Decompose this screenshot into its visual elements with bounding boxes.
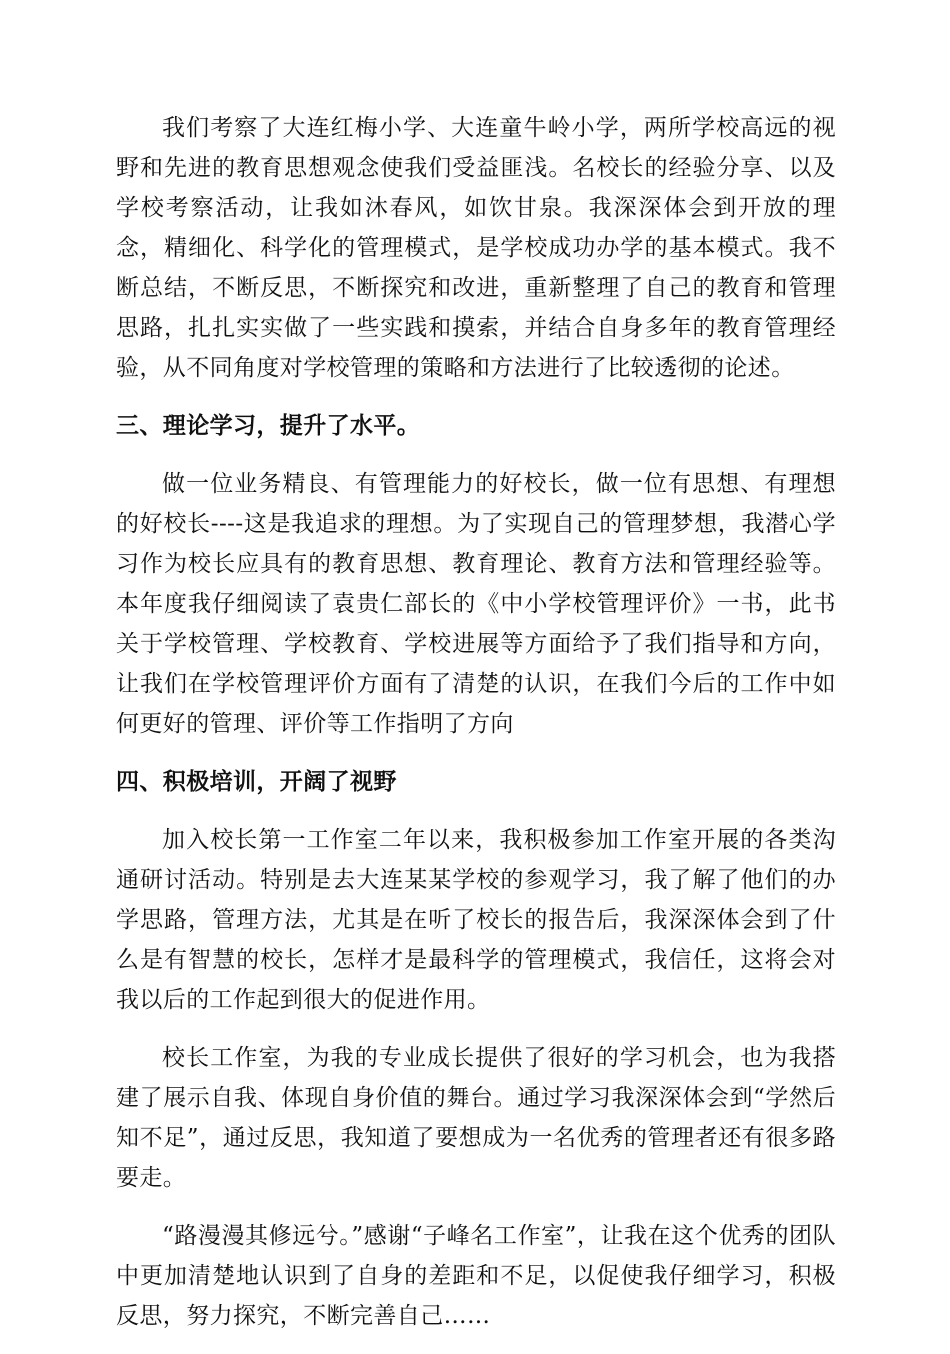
paragraph-training: 加入校长第一工作室二年以来，我积极参加工作室开展的各类沟通研讨活动。特别是去大连某某学校的参观学习，我了解了他们的办学思路，管理方法，尤其是在听了校长的报告后，我深深体会到了什么是有智慧的校长，怎样才是最科学的管理模式，我信任，这将会对我以后的工作起到很大的促进作用。 (116, 827, 836, 1013)
paragraph-theory-study: 做一位业务精良、有管理能力的好校长，做一位有思想、有理想的好校长----这是我追求的理想。为了实现自己的管理梦想，我潜心学习作为校长应具有的教育思想、教育理论、教育方法和管理经验等。本年度我仔细阅读了袁贵仁部长的《中小学校管理评价》一书，此书关于学校管理、学校教育、学校进展等方面给予了我们指导和方向，让我们在学校管理评价方面有了清楚的认识，在我们今后的工作中如何更好的管理、评价等工作指明了方向 (116, 471, 836, 737)
document-body (116, 108, 836, 1354)
paragraph-school-visit: 我们考察了大连红梅小学、大连童牛岭小学，两所学校高远的视野和先进的教育思想观念使我们受益匪浅。名校长的经验分享、以及学校考察活动，让我如沐春风，如饮甘泉。我深深体会到开放的理念，精细化、科学化的管理模式，是学校成功办学的基本模式。我不断总结，不断反思，不断探究和改进，重新整理了自己的教育和管理思路，扎扎实实做了一些实践和摸索，并结合自身多年的教育管理经验，从不同角度对学校管理的策略和方法进行了比较透彻的论述。 (116, 115, 836, 381)
section-heading-training: 四、积极培训，开阔了视野 (116, 768, 397, 795)
section-heading-theory-study: 三、理论学习，提升了水平。 (116, 412, 421, 439)
paragraph-studio: 校长工作室，为我的专业成长提供了很好的学习机会，也为我搭建了展示自我、体现自身价值的舞台。通过学习我深深体会到“学然后知不足”，通过反思，我知道了要想成为一名优秀的管理者还有很多路要走。 (116, 1045, 836, 1191)
paragraph-closing: “路漫漫其修远兮。”感谢“子峰名工作室”，让我在这个优秀的团队中更加清楚地认识到了自身的差距和不足，以促使我仔细学习，积极反思，努力探究，不断完善自己…… (116, 1223, 836, 1329)
